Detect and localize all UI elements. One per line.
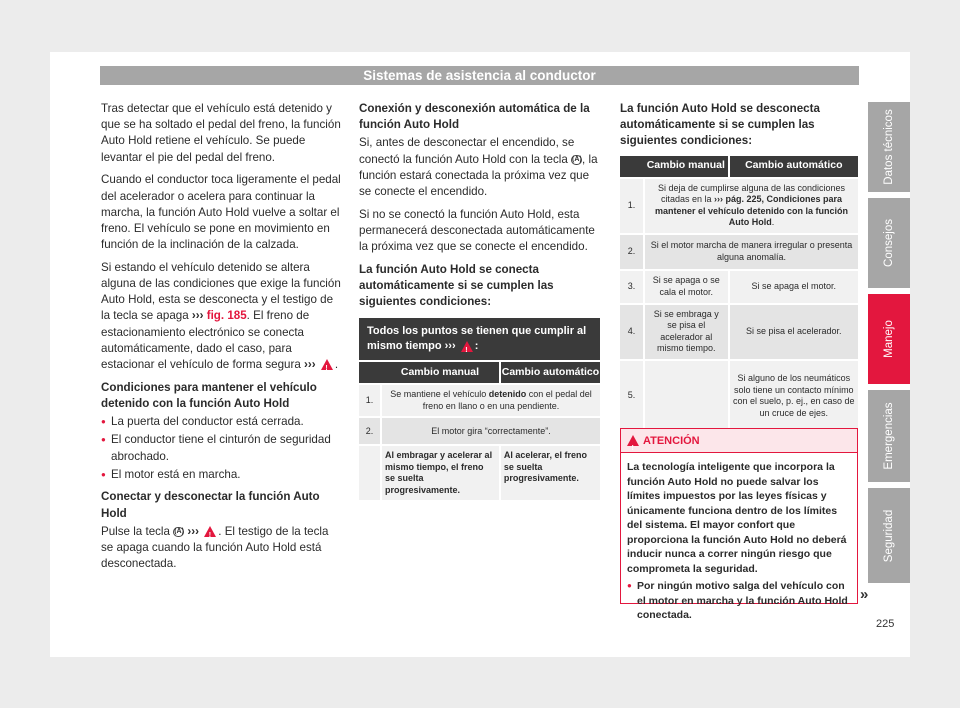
warning-icon (627, 435, 639, 446)
paragraph: Si, antes de desconectar el encendido, se conectó la función Auto Hold con la tecla (A), la función estará conectada la próxima vez que se conecte el encendido. (359, 136, 598, 199)
tab-manejo[interactable]: Manejo (868, 294, 910, 384)
table-row: 3. Si se apaga o se cala el motor. Si se apaga el motor. (620, 270, 858, 304)
paragraph: Tras detectar que el vehículo está detenido y que se ha soltado el pedal del freno, la función Auto Hold retiene el vehículo. Se puede levantar el pie del pedal del freno. (101, 102, 341, 164)
arrow-symbol: ››› (304, 358, 316, 372)
table-title: Todos los puntos se tienen que cumplir al mismo tiempo ››› ! : (359, 318, 600, 360)
list-item: ● La puerta del conductor está cerrada. (101, 414, 341, 430)
warning-icon (321, 359, 333, 370)
heading-conditions: Condiciones para mantener el vehículo detenido con la función Auto Hold (101, 380, 317, 410)
table-row: 5. Si alguno de los neumáticos solo tiene un contacto mínimo con el suelo, p. ej., en caso de un cruce de ejes. (620, 360, 858, 432)
table-header-row: Cambio manual Cambio automático (620, 156, 858, 178)
paragraph: Si estando el vehículo detenido se altera alguna de las condiciones que exige la función Auto Hold, esta se desconecta y el testigo de la tecla se apaga ››› fig. 185. El freno de estacionamiento electrónico se conecta automáticamente, dado el caso, para estacionar el vehículo de forma segura ››› ! . (101, 260, 341, 373)
table-row: Al embragar y acelerar al mismo tiempo, el freno se suelta progresivamente. Al acelerar, el freno se suelta progresivamente. (359, 445, 600, 500)
tab-seguridad[interactable]: Seguridad (868, 488, 910, 583)
list-item: ● El conductor tiene el cinturón de seguridad abrochado. (101, 432, 341, 464)
warning-icon (461, 341, 473, 352)
auto-hold-button-icon: (A) (174, 527, 184, 535)
heading-toggle: Conectar y desconectar la función Auto Hold (101, 490, 320, 520)
figure-link[interactable]: fig. 185 (206, 309, 247, 323)
paragraph: Si no se conectó la función Auto Hold, esta permanecerá desconectada automáticamente la próxima vez que se conecte el encendido. (359, 207, 595, 254)
tab-datos-tecnicos[interactable]: Datos técnicos (868, 102, 910, 192)
heading-auto-disconnect: La función Auto Hold se desconecta automáticamente si se cumplen las siguientes condiciones: (620, 102, 820, 148)
auto-hold-button-icon: (A) (572, 155, 582, 163)
attention-header: ! ATENCIÓN (621, 429, 857, 453)
attention-box (620, 428, 858, 621)
heading-auto-toggle: Conexión y desconexión automática de la función Auto Hold (359, 102, 590, 132)
table-row: 4. Si se embraga y se pisa el acelerador al mismo tiempo. Si se pisa el acelerador. (620, 304, 858, 360)
heading-auto-connect: La función Auto Hold se conecta automáticamente si se cumplen las siguientes condiciones: (359, 262, 554, 309)
continue-arrow: » (860, 586, 869, 603)
column-2 (359, 101, 600, 500)
warning-icon (204, 526, 216, 537)
table-row: 1. Si deja de cumplirse alguna de las condiciones citadas en la ››› pág. 225, Condiciones para mantener el vehículo detenido con la función Auto Hold. (620, 178, 858, 234)
disconnect-conditions-table (620, 156, 858, 432)
column-3 (620, 101, 858, 432)
arrow-symbol: ››› (187, 524, 200, 538)
list-item: ● El motor está en marcha. (101, 467, 341, 483)
page-number: 225 (876, 618, 895, 630)
paragraph: Cuando el conductor toca ligeramente el pedal del acelerador o acelera para continuar la marcha, la función Auto Hold vuelve a soltar el freno. El vehículo se pone en movimiento en función de la inclinación de la calzada. (101, 173, 341, 252)
attention-body: La tecnología inteligente que incorpora la función Auto Hold no puede salvar los límites impuestos por las leyes físicas y únicamente funciona dentro de los límites del sistema. El mayor confort que proporciona la función Auto Hold no deberá inducir nunca a correr ningún riesgo que comprometa la seguridad. ● Por ningún motivo salga del vehículo con el motor en marcha y la función Auto Hold conectada. (621, 453, 857, 630)
section-header: Sistemas de asistencia al conductor (100, 66, 859, 85)
tab-emergencias[interactable]: Emergencias (868, 390, 910, 482)
table-header-row: Cambio manual Cambio automático (359, 362, 600, 384)
tab-consejos[interactable]: Consejos (868, 198, 910, 288)
arrow-symbol: ››› (191, 309, 204, 323)
page-link[interactable]: pág. 225, Condiciones para mantener el vehículo detenido con la función Auto Hold (654, 194, 849, 228)
table-row: 1. Se mantiene el vehículo detenido con el pedal del freno en llano o en una pendiente. (359, 384, 600, 417)
connect-conditions-table (359, 362, 600, 500)
table-row: 2. El motor gira “correctamente”. (359, 417, 600, 445)
paragraph: Pulse la tecla (A) ››› ! . El testigo de la tecla se apaga cuando la función Auto Hold está desconectada. (101, 524, 341, 573)
list-item: ● Por ningún motivo salga del vehículo con el motor en marcha y la función Auto Hold conectada. (627, 579, 851, 623)
column-1 (101, 101, 341, 579)
table-row: 2. Si el motor marcha de manera irregular o presenta alguna anomalía. (620, 234, 858, 270)
